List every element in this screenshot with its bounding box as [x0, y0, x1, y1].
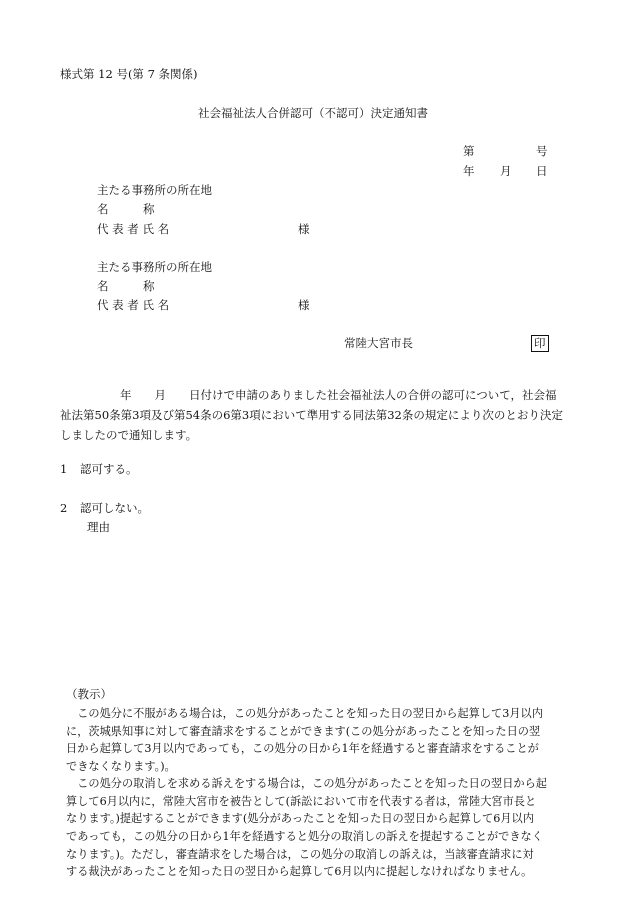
body-line: 祉法第50条第3項及び第54条の6第3項において準用する同法第32条の規定により次のとおり決定 [60, 408, 563, 422]
notice-line: する裁決があったことを知った日の翌日から起算して6月以内に提起しなければなりません。 [66, 865, 533, 878]
date-day: 日 [536, 164, 548, 178]
representative-label: 代 表 者 氏 名 [97, 222, 170, 236]
office-location-label: 主たる事務所の所在地 [97, 260, 212, 274]
notice-line: であっても，この処分の日から1年を経過すると処分の取消しの訴えを提起することができなく [66, 830, 543, 843]
office-location-label: 主たる事務所の所在地 [97, 183, 212, 197]
notice-line: なります。)。ただし，審査請求をした場合は，この処分の取消しの訴えは，当該審査請求に対 [66, 848, 534, 861]
notice-line: 算して6月以内に，常陸大宮市を被告として(訴訟において市を代表する者は，常陸大宮市長と [66, 795, 537, 808]
issuer-name: 常陸大宮市長 [344, 336, 413, 350]
representative-label: 代 表 者 氏 名 [97, 298, 170, 312]
notice-line: に，茨城県知事に対して審査請求をすることができます(この処分があったことを知った日の翌 [66, 725, 541, 738]
notice-line: できなくなります。)。 [66, 760, 176, 773]
doc-number-prefix: 第 [463, 144, 475, 158]
item-number: 1 [60, 462, 68, 476]
reason-label: 理由 [87, 520, 110, 534]
name-label: 名 称 [97, 202, 155, 216]
body-line: しましたので通知します。 [60, 428, 198, 442]
notice-line: この処分に不服がある場合は，この処分があったことを知った日の翌日から起算して3月以内 [66, 707, 543, 720]
seal-label: 印 [531, 335, 549, 352]
name-label: 名 称 [97, 279, 155, 293]
honorific: 様 [298, 298, 310, 312]
item-text: 認可しない。 [80, 501, 149, 515]
notice-heading: （教示） [66, 687, 112, 701]
doc-number-suffix: 号 [536, 144, 548, 158]
body-line: 年 月 日付けで申請のありました社会福祉法人の合併の認可について，社会福 [120, 388, 557, 402]
seal-mark [531, 335, 549, 352]
document-title: 社会福祉法人合併認可（不認可）決定通知書 [198, 106, 428, 120]
notice-line: この処分の取消しを求める訴えをする場合は，この処分があったことを知った日の翌日から起 [66, 777, 547, 790]
honorific: 様 [298, 222, 310, 236]
item-number: 2 [60, 501, 68, 515]
item-text: 認可する。 [80, 462, 138, 476]
form-label: 様式第 12 号(第 7 条関係) [60, 67, 198, 81]
notice-line: なります。)提起することができます(処分があったことを知った日の翌日から起算して6月以内 [66, 812, 534, 825]
date-year: 年 [463, 164, 475, 178]
date-month: 月 [500, 164, 512, 178]
notice-line: 日から起算して3月以内であっても，この処分の日から1年を経過すると審査請求をすることが [66, 742, 539, 755]
